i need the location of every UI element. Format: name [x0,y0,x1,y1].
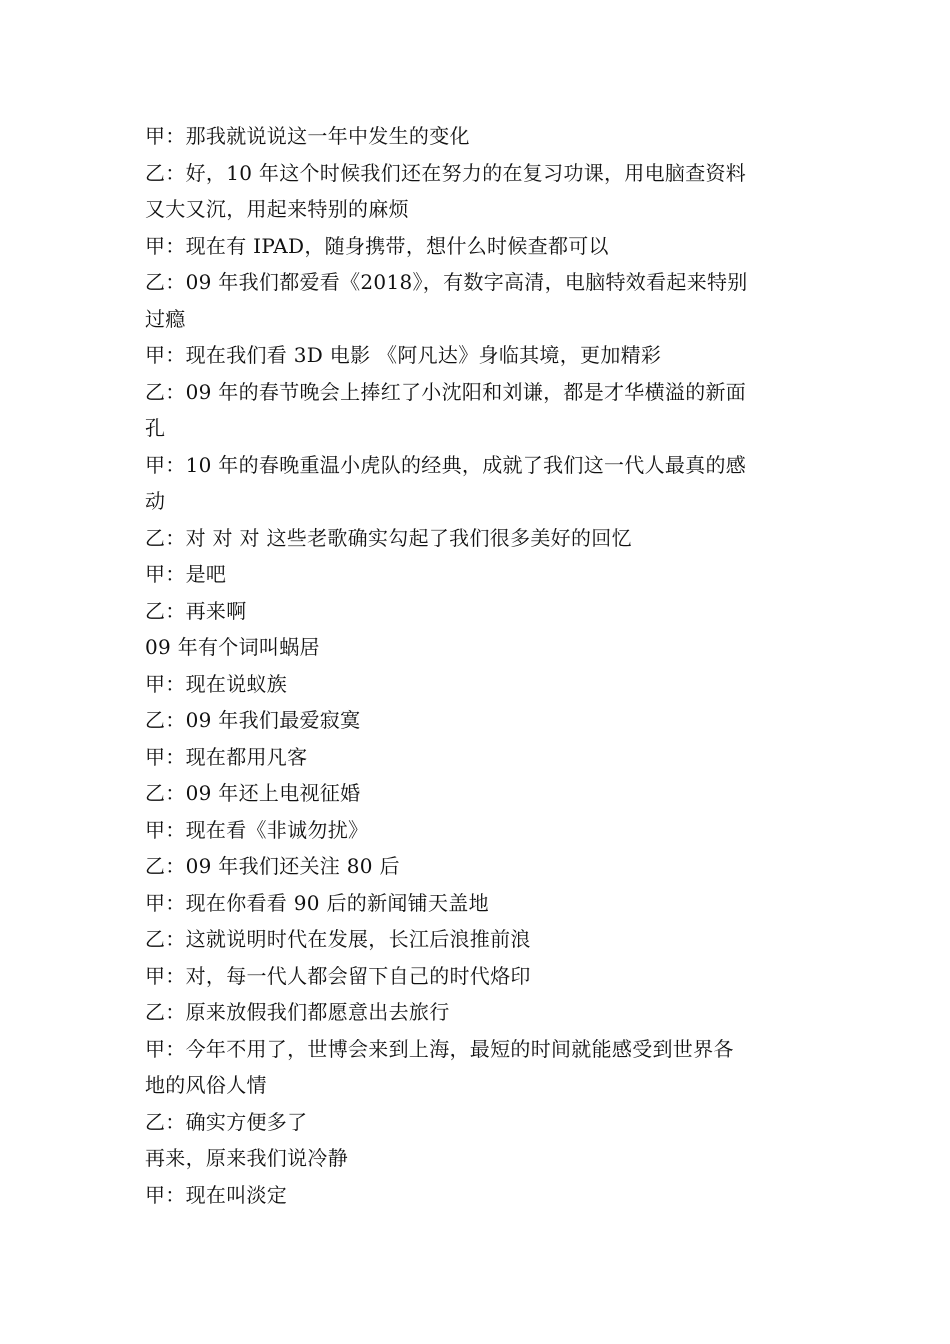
text-line: 动 [145,489,166,513]
text-line: 甲：现在都用凡客 [145,744,308,769]
text-line: 甲：现在叫淡定 [145,1182,288,1207]
text-line: 又大又沉，用起来特别的麻烦 [145,197,409,221]
text-line: 过瘾 [145,306,186,331]
text-line: 甲：现在说蚁族 [145,671,288,696]
text-line: 甲：那我就说说这一年中发生的变化 [145,124,470,148]
text-line: 乙：确实方便多了 [145,1109,308,1134]
text-line: 甲：现在你看看 90 后的新闻铺天盖地 [145,890,489,915]
text-line: 乙：好，10 年这个时候我们还在努力的在复习功课，用电脑查资料 [145,160,747,185]
dialogue-text [145,118,810,1213]
text-line: 乙：09 年还上电视征婚 [145,781,361,805]
text-line: 09 年有个词叫蜗居 [145,635,320,659]
text-line: 甲：现在有 IPAD，随身携带，想什么时候查都可以 [145,233,609,258]
text-line: 再来，原来我们说冷静 [145,1146,348,1170]
text-line: 甲：10 年的春晚重温小虎队的经典，成就了我们这一代人最真的感 [145,452,747,477]
text-line: 乙：再来啊 [145,598,247,623]
text-line: 乙：09 年我们最爱寂寞 [145,708,361,732]
text-line: 甲：是吧 [145,562,227,586]
text-line: 甲：现在看《非诚勿扰》 [145,817,369,842]
text-line: 乙：09 年我们还关注 80 后 [145,854,400,878]
text-line: 乙：原来放假我们都愿意出去旅行 [145,1000,450,1024]
text-line: 甲：现在我们看 3D 电影 《阿凡达》身临其境，更加精彩 [145,343,662,367]
text-line: 乙：09 年的春节晚会上捧红了小沈阳和刘谦，都是才华横溢的新面 [145,379,747,404]
text-line: 乙：09 年我们都爱看《2018》，有数字高清，电脑特效看起来特别 [145,270,748,294]
text-line: 地的风俗人情 [145,1073,267,1097]
text-line: 甲：对，每一代人都会留下自己的时代烙印 [145,963,531,988]
text-line: 孔 [145,416,166,440]
text-line: 甲：今年不用了，世博会来到上海，最短的时间就能感受到世界各 [145,1036,734,1061]
text-line: 乙：这就说明时代在发展，长江后浪推前浪 [145,927,531,951]
text-line: 乙：对 对 对 这些老歌确实勾起了我们很多美好的回忆 [145,525,632,550]
